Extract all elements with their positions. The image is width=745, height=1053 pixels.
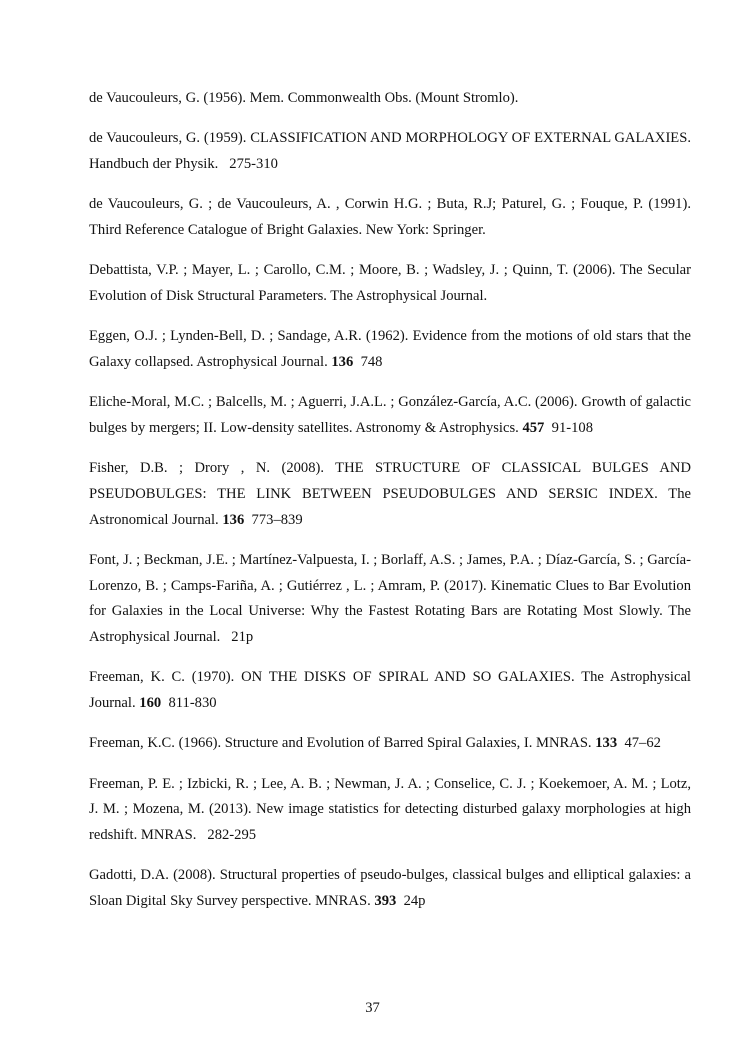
reference-pages: 748 (360, 353, 383, 370)
reference-pages: 21p (231, 629, 254, 646)
reference-text: de Vaucouleurs, G. ; de Vaucouleurs, A. , Corwin H.G. ; Buta, R.J; Paturel, G. ; Fouque, P. (1991). Third Reference Catalogue of Bright Galaxies. New York: Springer. (89, 196, 691, 238)
reference-volume: 160 (139, 695, 162, 712)
reference-volume: 457 (522, 419, 545, 436)
reference-pages: 24p (403, 893, 426, 910)
reference-entry (89, 126, 691, 178)
reference-pages: 811-830 (168, 695, 217, 712)
reference-volume: 136 (222, 511, 245, 528)
reference-text: de Vaucouleurs, G. (1959). CLASSIFICATION AND MORPHOLOGY OF EXTERNAL GALAXIES. Handbuch der Physik. (89, 130, 691, 172)
reference-volume: 136 (331, 353, 354, 370)
reference-volume: 133 (595, 735, 618, 752)
reference-text: Eggen, O.J. ; Lynden-Bell, D. ; Sandage, A.R. (1962). Evidence from the motions of old stars that the Galaxy collapsed. Astrophysical Journal. (89, 328, 691, 370)
reference-text: Freeman, K. C. (1970). ON THE DISKS OF SPIRAL AND SO GALAXIES. The Astrophysical Journal. (89, 669, 691, 712)
reference-pages: 282-295 (207, 827, 257, 844)
reference-volume: 393 (374, 893, 397, 910)
reference-text: de Vaucouleurs, G. (1956). Mem. Commonwealth Obs. (Mount Stromlo). (89, 90, 519, 106)
reference-pages: 773–839 (251, 511, 303, 528)
reference-entry (89, 665, 691, 717)
reference-entry (89, 192, 691, 244)
reference-entry (89, 731, 691, 757)
reference-entry (89, 863, 691, 915)
reference-pages: 47–62 (624, 735, 661, 752)
reference-entry (89, 456, 691, 533)
reference-text: Debattista, V.P. ; Mayer, L. ; Carollo, C.M. ; Moore, B. ; Wadsley, J. ; Quinn, T. (2006). The Secular Evolution of Disk Structural Parameters. The Astrophysical Journal. (89, 262, 691, 304)
reference-text: Fisher, D.B. ; Drory , N. (2008). THE STRUCTURE OF CLASSICAL BULGES AND PSEUDOBULGES: THE LINK BETWEEN PSEUDOBULGES AND SERSIC INDEX. The Astronomical Journal. (89, 460, 691, 528)
reference-entry (89, 390, 691, 442)
reference-list (89, 86, 691, 929)
page-number: 37 (365, 1000, 380, 1016)
reference-text: Font, J. ; Beckman, J.E. ; Martínez-Valpuesta, I. ; Borlaff, A.S. ; James, P.A. ; Díaz-García, S. ; García-Lorenzo, B. ; Camps-Fariña, A. ; Gutiérrez , L. ; Amram, P. (2017). Kinematic Clues to Bar Evolution for Galaxies in the Local Universe: Why the Fastest Rotating Bars are Rotating Most Slowly. The Astrophysical Journal. (89, 551, 691, 646)
reference-entry (89, 324, 691, 376)
reference-entry (89, 258, 691, 310)
reference-text: Eliche-Moral, M.C. ; Balcells, M. ; Aguerri, J.A.L. ; González-García, A.C. (2006). Growth of galactic bulges by mergers; II. Low-density satellites. Astronomy & Astrophysics. (89, 394, 691, 436)
reference-text: Gadotti, D.A. (2008). Structural properties of pseudo-bulges, classical bulges and elliptical galaxies: a Sloan Digital Sky Survey perspective. MNRAS. (89, 867, 691, 910)
reference-entry (89, 86, 691, 112)
reference-entry (89, 548, 691, 651)
reference-pages: 91-108 (551, 419, 593, 436)
reference-text: Freeman, P. E. ; Izbicki, R. ; Lee, A. B. ; Newman, J. A. ; Conselice, C. J. ; Koekemoer, A. M. ; Lotz, J. M. ; Mozena, M. (2013). New image statistics for detecting disturbed galaxy morphologies at high redshift. MNRAS. (89, 775, 691, 844)
reference-pages: 275-310 (229, 155, 278, 172)
reference-entry (89, 772, 691, 849)
reference-text: Freeman, K.C. (1966). Structure and Evolution of Barred Spiral Galaxies, I. MNRAS. (89, 735, 592, 752)
